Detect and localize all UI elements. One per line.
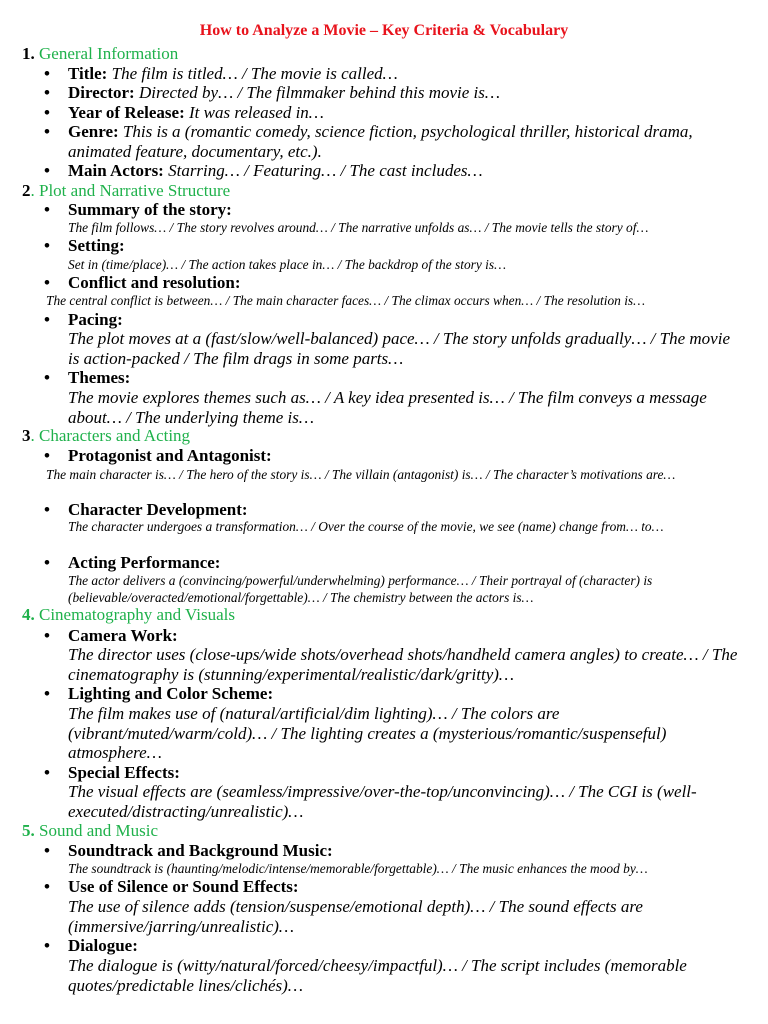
item-heading-camera-work: Camera Work: — [68, 626, 178, 645]
item-text-conflict-and-resolution: The central conflict is between… / The main character faces… / The climax occurs when… / The resolution is… — [46, 293, 646, 308]
bullet: • — [44, 161, 50, 180]
item-text: It was released in… — [189, 103, 324, 122]
item-heading-themes: Themes: — [68, 368, 131, 387]
bullet: • — [44, 83, 50, 102]
bullet: • — [44, 763, 50, 782]
item-text-dialogue: The dialogue is (witty/natural/forced/cheesy/impactful)… / The script includes (memorable quotes/predictable lines/clichés)… — [68, 956, 687, 995]
item-text-summary-of-the-story: The film follows… / The story revolves around… / The narrative unfolds as… / The movie tells the story of… — [68, 220, 649, 235]
section-number: 2 — [22, 181, 31, 200]
item-text-camera-work: The director uses (close-ups/wide shots/overhead shots/handheld camera angles) to create… / The cinematography is (stunning/experimental/realistic/dark/gritty)… — [68, 645, 738, 684]
section-title: . Characters and Acting — [30, 426, 191, 445]
item-text-lighting-and-color-scheme: The film makes use of (natural/artificial/dim lighting)… / The colors are (vibrant/muted/warm/cold)… / The lighting creates a (mysterious/romantic/suspenseful) atmosphere… — [68, 704, 667, 762]
section-title: Cinematography and Visuals — [39, 605, 236, 624]
list-item-main-actors — [68, 161, 483, 181]
item-text: This is a (romantic comedy, science fiction, psychological thriller, historical drama, animated feature, documentary, etc.). — [68, 122, 693, 161]
bullet: • — [44, 64, 50, 83]
item-heading-soundtrack-and-background-music: Soundtrack and Background Music: — [68, 841, 333, 860]
bullet: • — [44, 236, 50, 255]
bullet: • — [44, 200, 50, 219]
item-heading-setting: Setting: — [68, 236, 125, 255]
list-item-title — [68, 64, 398, 84]
item-label: Director: — [68, 83, 135, 102]
bullet: • — [44, 684, 50, 703]
item-text-protagonist-and-antagonist: The main character is… / The hero of the story is… / The villain (antagonist) is… / The character’s motivations are… — [46, 467, 676, 482]
bullet: • — [44, 841, 50, 860]
section-heading-plot-and-narrative-structure — [22, 181, 230, 201]
item-label: Genre: — [68, 122, 119, 141]
item-text: Starring… / Featuring… / The cast includes… — [168, 161, 483, 180]
section-heading-general-information — [22, 44, 178, 64]
section-number: 1. — [22, 44, 35, 63]
list-item-year-of-release — [68, 103, 324, 123]
list-item-director — [68, 83, 500, 103]
document-title: How to Analyze a Movie – Key Criteria & Vocabulary — [199, 22, 569, 39]
item-text: Directed by… / The filmmaker behind this movie is… — [138, 83, 500, 102]
item-text-themes: The movie explores themes such as… / A key idea presented is… / The film conveys a message about… / The underlying theme is… — [68, 388, 707, 427]
item-heading-dialogue: Dialogue: — [68, 936, 138, 955]
item-label: Title: — [68, 64, 108, 83]
item-label: Year of Release: — [68, 103, 185, 122]
item-heading-acting-performance: Acting Performance: — [68, 553, 221, 572]
bullet: • — [44, 273, 50, 292]
item-text-acting-performance: The actor delivers a (convincing/powerful/underwhelming) performance… / Their portrayal of (character) is (believable/overacted/emotional/forgettable)… / The chemistry between the actors is… — [68, 573, 653, 605]
bullet: • — [44, 553, 50, 572]
item-heading-lighting-and-color-scheme: Lighting and Color Scheme: — [68, 684, 274, 703]
item-heading-character-development: Character Development: — [68, 500, 248, 519]
item-heading-pacing: Pacing: — [68, 310, 123, 329]
section-number: 4. — [22, 605, 35, 624]
list-item-genre — [68, 122, 748, 161]
bullet: • — [44, 500, 50, 519]
section-number: 3 — [22, 426, 31, 445]
bullet: • — [44, 310, 50, 329]
item-text-soundtrack-and-background-music: The soundtrack is (haunting/melodic/intense/memorable/forgettable)… / The music enhances the mood by… — [68, 861, 648, 876]
item-text-pacing: The plot moves at a (fast/slow/well-balanced) pace… / The story unfolds gradually… / The movie is action-packed / The film drags in some parts… — [68, 329, 730, 368]
bullet: • — [44, 626, 50, 645]
section-title: Sound and Music — [39, 821, 158, 840]
item-heading-protagonist-and-antagonist: Protagonist and Antagonist: — [68, 446, 272, 465]
item-text-character-development: The character undergoes a transformation… / Over the course of the movie, we see (name) change from… to… — [68, 519, 664, 534]
item-text: The film is titled… / The movie is called… — [111, 64, 398, 83]
section-number: 5. — [22, 821, 35, 840]
bullet: • — [44, 877, 50, 896]
item-heading-summary-of-the-story: Summary of the story: — [68, 200, 232, 219]
bullet: • — [44, 103, 50, 122]
item-heading-use-of-silence-or-sound-effects: Use of Silence or Sound Effects: — [68, 877, 299, 896]
bullet: • — [44, 122, 50, 141]
section-title: . Plot and Narrative Structure — [30, 181, 231, 200]
item-text-setting: Set in (time/place)… / The action takes place in… / The backdrop of the story is… — [68, 257, 506, 272]
item-label: Main Actors: — [68, 161, 164, 180]
bullet: • — [44, 936, 50, 955]
section-heading-sound-and-music — [22, 821, 158, 841]
section-title: General Information — [39, 44, 179, 63]
item-text-use-of-silence-or-sound-effects: The use of silence adds (tension/suspense/emotional depth)… / The sound effects are (immersive/jarring/unrealistic)… — [68, 897, 643, 936]
item-text-special-effects: The visual effects are (seamless/impressive/over-the-top/unconvincing)… / The CGI is (well-executed/distracting/unrealistic)… — [68, 782, 697, 821]
bullet: • — [44, 368, 50, 387]
item-heading-special-effects: Special Effects: — [68, 763, 180, 782]
section-heading-cinematography-and-visuals — [22, 605, 235, 625]
bullet: • — [44, 446, 50, 465]
item-heading-conflict-and-resolution: Conflict and resolution: — [68, 273, 241, 292]
section-heading-characters-and-acting — [22, 426, 190, 446]
